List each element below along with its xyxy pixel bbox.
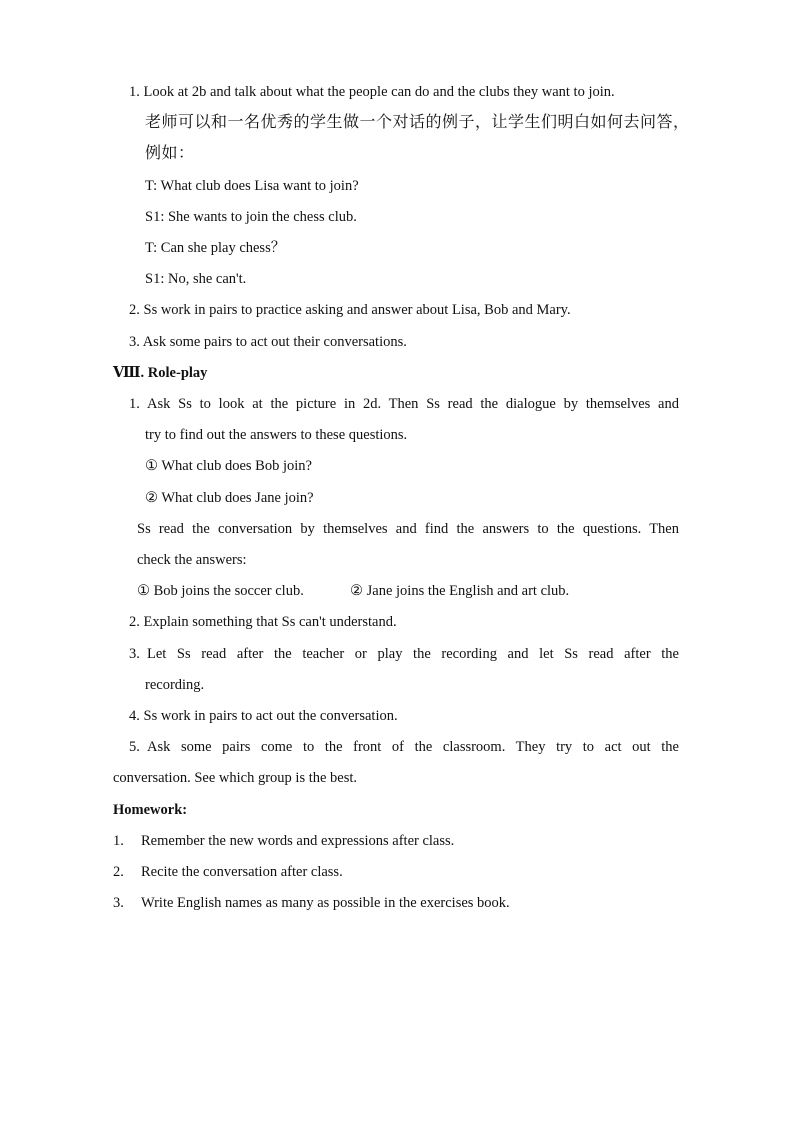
homework-item-2: [113, 862, 343, 882]
list-number: 2.: [129, 302, 140, 318]
s8-item-1-line-1: Ask Ss to look at the picture in 2d. Then Ss read the dialogue by themselves and: [147, 396, 679, 412]
question-line: ① What club does Bob join?: [145, 458, 312, 474]
s7-item-2: [129, 300, 571, 320]
list-number: 3.: [113, 895, 124, 911]
s8-item-2: [129, 612, 397, 632]
list-text: Look at 2b and talk about what the people can do and the clubs they want to join.: [143, 84, 615, 100]
list-text: Write English names as many as possible in the exercises book.: [141, 895, 510, 911]
s7-item-1: [129, 82, 615, 102]
section-heading-role-play: Ⅷ. Role-play: [113, 365, 208, 381]
chinese-instruction-line-2: 例如：: [145, 145, 195, 162]
dialogue-line: T: What club does Lisa want to join?: [145, 178, 359, 194]
homework-item-3: [113, 893, 510, 913]
list-number: 3.: [129, 334, 140, 350]
answer-2: ② Jane joins the English and art club.: [350, 583, 570, 599]
s8-item-5-num: 5.: [129, 739, 140, 755]
list-number: 2.: [113, 864, 124, 880]
list-number: 1.: [113, 833, 124, 849]
list-text: Ss work in pairs to practice asking and answer about Lisa, Bob and Mary.: [143, 302, 571, 318]
list-text: Remember the new words and expressions after class.: [141, 833, 455, 849]
s8-item-5-line-2: conversation. See which group is the best.: [113, 770, 358, 786]
s8-item-3-line-1: Let Ss read after the teacher or play the recording and let Ss read after the: [147, 646, 679, 662]
chinese-instruction-line-1: 老师可以和一名优秀的学生做一个对话的例子，让学生们明白如何去问答，: [145, 114, 690, 131]
s8-paragraph-line-1: Ss read the conversation by themselves and find the answers to the questions. Then: [137, 521, 679, 537]
list-text: Ss work in pairs to act out the conversation.: [143, 708, 398, 724]
s8-item-4: [129, 706, 398, 726]
s8-item-1-num: 1.: [129, 396, 140, 412]
list-text: Explain something that Ss can't understand.: [143, 614, 397, 630]
dialogue-line: T: Can she play chess？: [145, 240, 286, 256]
list-number: 4.: [129, 708, 140, 724]
list-text: Recite the conversation after class.: [141, 864, 343, 880]
dialogue-line: S1: She wants to join the chess club.: [145, 209, 357, 225]
s8-item-5-line-1: Ask some pairs come to the front of the classroom. They try to act out the: [147, 739, 679, 755]
dialogue-line: S1: No, she can't.: [145, 271, 247, 287]
answer-1: ① Bob joins the soccer club.: [137, 583, 304, 599]
s8-item-3-line-2: recording.: [145, 677, 205, 693]
list-number: 1.: [129, 84, 140, 100]
homework-item-1: [113, 831, 454, 851]
s8-paragraph-line-2: check the answers:: [137, 552, 247, 568]
s7-item-3: [129, 332, 407, 352]
section-heading-homework: Homework:: [113, 802, 188, 818]
question-line: ② What club does Jane join?: [145, 490, 314, 506]
s8-item-3-num: 3.: [129, 646, 140, 662]
list-number: 2.: [129, 614, 140, 630]
list-text: Ask some pairs to act out their conversations.: [142, 334, 407, 350]
s8-item-1-line-2: try to find out the answers to these questions.: [145, 427, 408, 443]
